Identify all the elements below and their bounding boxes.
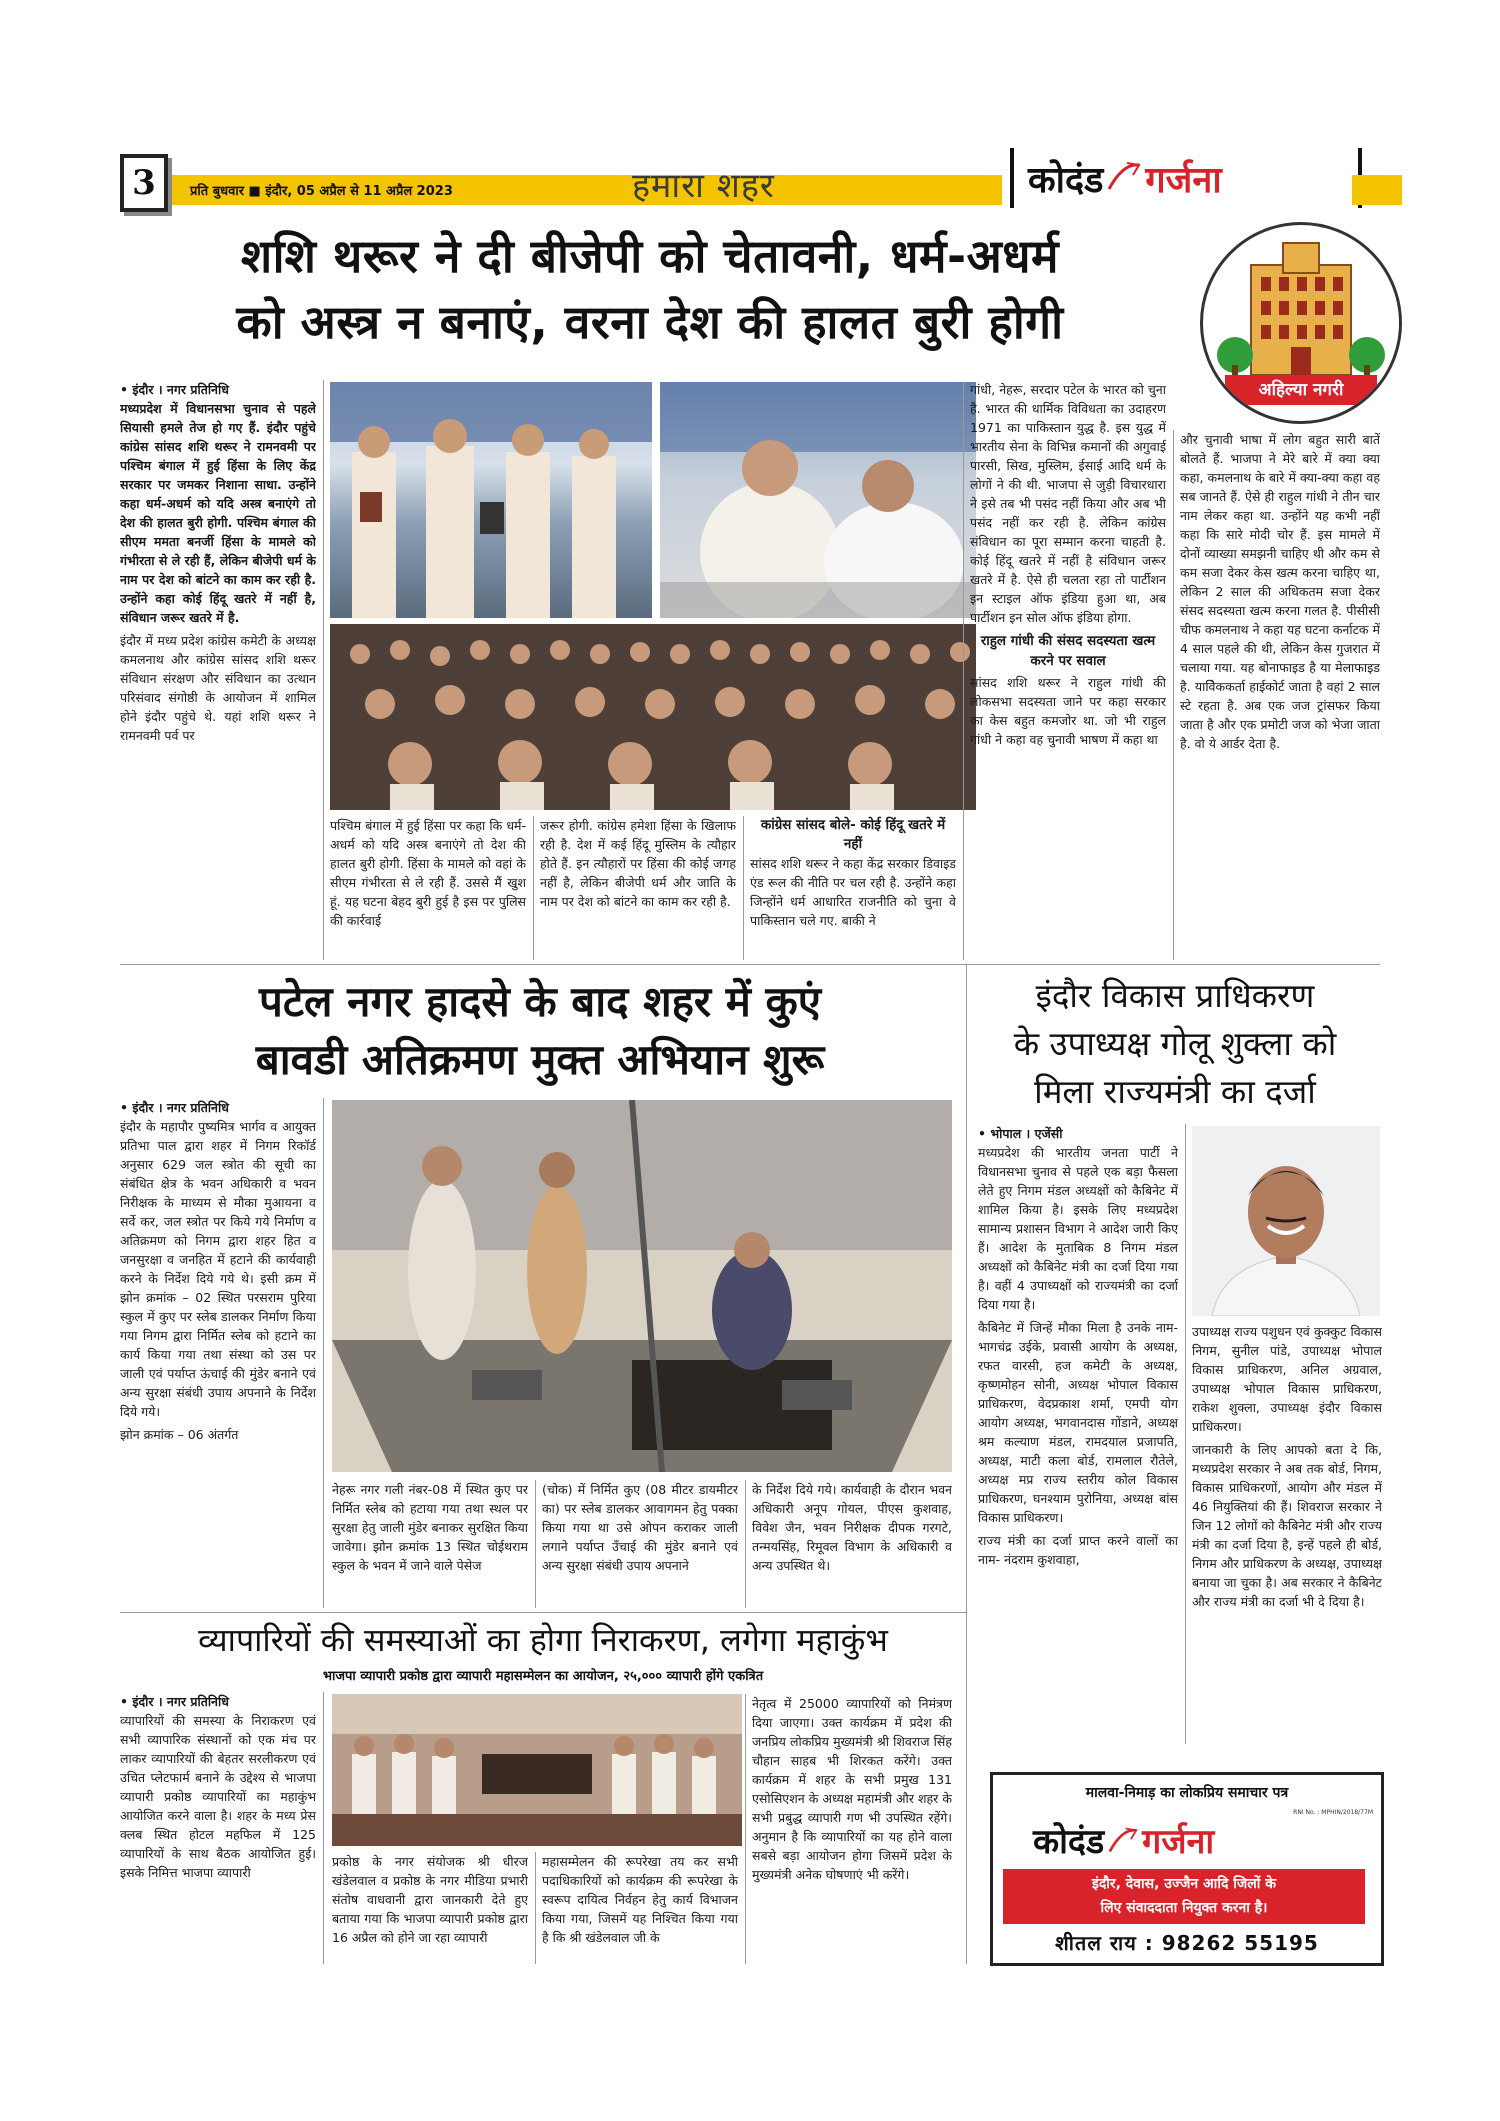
story3-byline: • भोपाल । एजेंसी: [978, 1126, 1063, 1141]
story1-column-2: पश्चिम बंगाल में हुई हिंसा पर कहा कि धर्म-अधर्म को यदि अस्त्र बनाएंगे तो देश की हालत बुरी होगी. हिंसा के मामले को वहां के सीएम गंभीरता से ले रही हैं. उससे मैं खुश हूं. यह घटना बेहद बुरी हुई है इस पर पुलिस की कार्रवाई: [330, 818, 526, 928]
story3-headline-line2: के उपाध्यक्ष गोलू शुक्ला को: [1013, 1024, 1337, 1063]
story3-headline-line3: मिला राज्यमंत्री का दर्जा: [1034, 1072, 1316, 1111]
story1-headline-line1: शशि थरूर ने दी बीजेपी को चेतावनी, धर्म-अधर्म: [240, 229, 1060, 283]
story1-byline: • इंदौर । नगर प्रतिनिधि: [120, 382, 229, 397]
brand-left: कोदंड: [1028, 159, 1104, 201]
story1-photo-audience: [330, 624, 976, 810]
story2-column-4: के निर्देश दिये गये। कार्यवाही के दौरान भवन अधिकारी अनूप गोयल, पीएस कुशवाह, विवेश जैन, भवन निरीक्षक दीपक गरगटे, तन्मयसिंह, रिमूवल विभाग के अधिकारी व अन्य उपस्थित थे।: [752, 1482, 952, 1573]
story2-column-1: • इंदौर । नगर प्रतिनिधि इंदौर के महापौर पुष्यमित्र भार्गव व आयुक्त प्रतिभा पाल द्वारा शहर में निगम रिकॉर्ड अनुसार 629 जल स्त्रोत की सूची का संबंधित क्षेत्र के भवन अधिकारी व भवन निरीक्षक के माध्यम से मौका मुआयना व सर्वे कर, जल स्त्रोत पर किये गये निर्माण व अतिक्रमण को निगम द्वारा शहर हित व जनसुरक्षा व जनहित में हटाने की कार्यवाही करने के निर्देश दिये गये थे। इसी क्रम में झोन क्रमांक – 02 स्थित परसराम पुरिया स्कुल में कुए पर स्लेब डालकर निर्माण किया गया निगम द्वारा निर्मित स्लेब को हटाने का कार्य किया गया तथा संस्था को उस पर जाली एवं पर्याप्त ऊंचाई की मुंडेर बनाने एवं अन्य सुरक्षा संबंधी उपाय अपनाने के निर्देश दिये गये। झोन क्रमांक – 06 अंतर्गत: [120, 1100, 316, 1442]
story1-headline-line2: को अस्त्र न बनाएं, वरना देश की हालत बुरी होगी: [236, 295, 1064, 349]
ad-tagline: मालवा-निमाड़ का लोकप्रिय समाचार पत्र: [1085, 1785, 1289, 1801]
ad-logo: कोदंड गर्जना: [1033, 1822, 1215, 1862]
story3-headline: [970, 972, 1380, 1116]
story2-byline: • इंदौर । नगर प्रतिनिधि: [120, 1100, 229, 1115]
story4-column-2: प्रकोष्ठ के नगर संयोजक श्री धीरज खंडेलवाल व प्रकोष्ठ के नगर मीडिया प्रभारी संतोष वाधवानी द्वारा जानकारी देते हुए बताया गया कि भाजपा व्यापारी प्रकोष्ठ द्वारा 16 अप्रैल को होने जा रहा व्यापारी: [332, 1854, 528, 1945]
advertisement-box: [990, 1772, 1384, 1966]
story1-column-6: और चुनावी भाषा में लोग बहुत सारी बातें बोलते हैं. भाजपा ने मेरे बारे में क्या क्या कहा, कमलनाथ के बारे में क्या-क्या कहा वह सब जानते हैं. ऐसे ही राहुल गांधी ने तीन चार नाम लेकर कहा था. उन्होंने यह कभी नहीं कहा कि सारे मोदी चोर हैं. इस मामले में दोनों व्याख्या समझनी चाहिए थी और कम से कम सजा देकर केस खत्म करना चाहिए था, लेकिन 2 साल की अधिकतम सजा देकर संसद सदस्यता खत्म करना गलत है. पीसीसी चीफ कमलनाथ ने कहा यह घटना कर्नाटक में 4 साल पहले की थी, लेकिन केस गुजरात में चलाया गया. यह बोनाफाइड है या मेलाफाइड है. यावेिककर्ता हाईकोर्ट जाता है वहां 2 साल स्टे रहता है. अब एक जज ट्रांसफर किया जाता है और एक प्रमोटी जज को भेजा जाता है. वो ये आर्डर देता है.: [1180, 432, 1380, 751]
story4-headline: व्यापारियों की समस्याओं का होगा निराकरण, लगेगा महाकुंभ: [198, 1621, 888, 1659]
story2-headline-line2: बावडी अतिक्रमण मुक्त अभियान शुरू: [255, 1035, 825, 1084]
header-bar: [172, 166, 1002, 206]
bow-icon: [1107, 161, 1141, 195]
ad-notice: इंदौर, देवास, उज्जैन आदि जिलों के लिए संवाददाता नियुक्त करना है।: [1003, 1869, 1365, 1924]
city-badge-label: अहिल्या नगरी: [1225, 375, 1377, 405]
page-number: 3: [132, 163, 156, 203]
story3-headline-line1: इंदौर विकास प्राधिकरण: [1035, 976, 1315, 1015]
city-badge: [1200, 222, 1402, 424]
story3-portrait-photo: [1192, 1126, 1380, 1316]
story4-photo-meeting: [332, 1694, 742, 1846]
story3-column-2: उपाध्यक्ष राज्य पशुधन एवं कुक्कुट विकास निगम, सुनील पांडे, उपाध्यक्ष भोपाल विकास प्राधिकरण, अनिल अग्रवाल, उपाध्यक्ष भोपाल विकास प्राधिकरण, राकेश शुक्ला, उपाध्यक्ष इंदौर विकास प्राधिकरण। जानकारी के लिए आपको बता दे कि, मध्यप्रदेश सरकार ने अब तक बोर्ड, निगम, विकास प्राधिकरणों, आयोग और मंडल में 46 नियुक्तियां की हैं। शिवराज सरकार ने जिन 12 लोगों को कैबिनेट मंत्री और राज्य मंत्री का दर्जा दिया है, इन्हें पहले ही बोर्ड, निगम और प्राधिकरण के अध्यक्ष, उपाध्यक्ष बनाया जा चुका है। अब सरकार ने कैबिनेट और राज्य मंत्री का दर्जा भी दे दिया है।: [1192, 1324, 1382, 1609]
bow-icon: [1108, 1826, 1138, 1854]
story1-column-4: कांग्रेस सांसद बोले- कोई हिंदू खतरे में नहीं सांसद शशि थरूर ने कहा केंद्र सरकार डिवाइड एंड रूल की नीति पर चल रही है. उन्होंने कहा जिन्होंने धर्म आधारित राजनीति को चुना वे पाकिस्तान चले गए. बाकी ने: [750, 817, 956, 928]
story1-lead: मध्यप्रदेश में विधानसभा चुनाव से पहले सियासी हमले तेज हो गए हैं. इंदौर पहुंचे कांग्रेस सांसद शशि थरूर ने रामनवमी पर पश्चिम बंगाल में हुई हिंसा के लिए केंद्र सरकार पर जमकर निशाना साधा. उन्होंने कहा धर्म-अधर्म को यदि अस्त्र बनाएंगे तो देश की हालत बुरी होगी. पश्चिम बंगाल की सीएम ममता बनर्जी हिंसा के मामले को गंभीरता से ले रही हैं, लेकिन बीजेपी धर्म के नाम पर देश को बांटने का काम कर रही है. उन्होंने कहा कोई हिंदू खतरे में नहीं है, संविधान जरूर खतरे में है.: [120, 401, 316, 625]
story1-subhead-a: कांग्रेस सांसद बोले- कोई हिंदू खतरे में नहीं: [760, 817, 946, 852]
story4-subhead: भाजपा व्यापारी प्रकोष्ठ द्वारा व्यापारी महासम्मेलन का आयोजन, २५,००० व्यापारी होंगे एकत्रित: [322, 1669, 764, 1684]
story2-photo-well-demolition: [332, 1100, 952, 1472]
dateline: प्रति बुधवार ■ इंदौर, 05 अप्रैल से 11 अप्रैल 2023: [190, 184, 453, 199]
story2-headline-line1: पटेल नगर हादसे के बाद शहर में कुएं: [259, 977, 821, 1026]
story1-photo-stage: [660, 382, 976, 618]
header-right-bar: [1352, 175, 1402, 205]
story3-column-1: • भोपाल । एजेंसी मध्यप्रदेश की भारतीय जनता पार्टी ने विधानसभा चुनाव से पहले एक बड़ा फैसला लेते हुए निगम मंडल अध्यक्षों को कैबिनेट में शामिल किया है। इसके लिए मध्यप्रदेश सामान्य प्रशासन विभाग ने आदेश जारी किए हैं। आदेश के मुताबिक 8 निगम मंडल अध्यक्षों को कैबिनेट मंत्री का दर्जा दिया गया है। वहीं 4 उपाध्यक्षों को राज्यमंत्री का दर्जा दिया गया है। कैबिनेट में जिन्हें मौका मिला है उनके नाम- भागचंद्र उईके, प्रवासी आयोग के अध्यक्ष, रफत वारसी, हज कमेटी के अध्यक्ष, कृष्णमोहन सोनी, अध्यक्ष भोपाल विकास प्राधिकरण, वेदप्रकाश शर्मा, एमपी योग आयोग अध्यक्ष, भगवानदास गोंडाने, अध्यक्ष श्रम कल्याण मंडल, रामदयाल प्रजापति, अध्यक्ष, माटी कला बोर्ड, रामलाल रौतेले, अध्यक्ष मप्र राज्य स्तरीय कोल विकास प्राधिकरण, घनश्याम पुरोनिया, अध्यक्ष बांस विकास प्राधिकरण। राज्य मंत्री का दर्जा प्राप्त करने वालों का नाम- नंदराम कुशवाहा,: [978, 1126, 1178, 1567]
story1-photo-leaders-book: [330, 382, 652, 618]
brand-right: गर्जना: [1145, 159, 1222, 201]
story1-column-3: जरूर होगी. कांग्रेस हमेशा हिंसा के खिलाफ रही है. देश में कई हिंदू मुस्लिम के त्यौहार होते हैं. इन त्यौहारों पर हिंसा की कोई जगह नहीं है, लेकिन बीजेपी धर्म और जाति के नाम पर देश को बांटने का काम कर रही है.: [540, 818, 736, 909]
story4-column-1: • इंदौर । नगर प्रतिनिधि व्यापारियों की समस्या के निराकरण एवं सभी व्यापारिक संस्थानों को एक मंच पर लाकर व्यापारियों की बेहतर सरलीकरण एवं उचित प्लेटफार्म बनाने के उद्देश्य से भाजपा व्यापारी प्रकोष्ठ व्यापारियों का महाकुंभ आयोजित करने वाला है। शहर के मध्य प्रेस क्लब स्थित होटल महफिल में 125 व्यापारियों के साथ बैठक आयोजित हुई। इसके निमित्त भाजपा व्यापारी: [120, 1694, 316, 1880]
ad-contact: शीतल राय : 98262 55195: [1055, 1931, 1319, 1955]
story4-column-4: नेतृत्व में 25000 व्यापारियों को निमंत्रण दिया जाएगा। उक्त कार्यक्रम में प्रदेश की जनप्रिय लोकप्रिय मुख्यमंत्री श्री शिवराज सिंह चौहान साहब भी शिरकत करेंगे। उक्त कार्यक्रम में शहर के सभी प्रमुख 131 एसोसिएशन के अध्यक्ष महामंत्री और शहर के सभी प्रबुद्ध व्यापारी गण भी उपस्थित रहेंगे। अनुमान है कि व्यापारियों का यह होने वाला सबसे बड़ा आयोजन होगा जिसमें प्रदेश के मुख्यमंत्री अनेक घोषणाएं भी करेंगे।: [752, 1696, 952, 1882]
story1-column-1: [120, 380, 316, 960]
story1-column-5: गांधी, नेहरू, सरदार पटेल के भारत को चुना है. भारत की धार्मिक विविधता का उदाहरण 1971 का पाकिस्तान युद्ध है. इस युद्ध में भारतीय सेना के विभिन्न कमानों की अगुवाई पारसी, सिख, मुस्लिम, ईसाई आदि धर्म के लोगों ने की थी. भाजपा से जुड़ी विचारधारा ने इसे तब भी पसंद नहीं किया और अब भी पसंद नहीं कर रही है. लेकिन कांग्रेस संविधान का पूरा सम्मान करना चाहती है. कोई हिंदू खतरे में नहीं है संविधान जरूर खतरे में है. ऐसे ही चलता रहा तो पार्टीशन इन स्टाइल ऑफ इंडिया हुआ था, अब पार्टीशन इन सोल ऑफ इंडिया होगा. राहुल गांधी की संसद सदस्यता खत्म करने पर सवाल सांसद शशि थरूर ने राहुल गांधी की लोकसभा सदस्यता जाने पर कहा सरकार का केस बहुत कमजोर था. जो भी राहुल गांधी ने कहा वह चुनावी भाषण में कहा था: [970, 382, 1166, 747]
story4-column-3: महासम्मेलन की रूपरेखा तय कर सभी पदाधिकारियों को कार्यक्रम की रूपरेखा के स्वरूप दायित्व निर्वहन हेतु कार्य विभाजन किया गया, जिसमें यह निश्चित किया गया है कि श्री खंडेलवाल जी के: [542, 1854, 738, 1945]
ad-reg-no: RNI No. : MPHIN/2018/77M: [1293, 1809, 1373, 1816]
page-number-box: [120, 154, 168, 212]
story2-column-2: नेहरू नगर गली नंबर-08 में स्थित कुए पर निर्मित स्लेब को हटाया गया तथा स्थल पर सुरक्षा हेतु जाली मुंडेर बनाकर सुरक्षित किया जावेगा। झोन क्रमांक 13 स्थित चोईथराम स्कुल के भवन में जाने वाले पेसेज: [332, 1482, 528, 1573]
story4-byline: • इंदौर । नगर प्रतिनिधि: [120, 1694, 229, 1709]
story1-subhead-b: राहुल गांधी की संसद सदस्यता खत्म करने पर सवाल: [980, 633, 1156, 669]
story2-column-3: (चोक) में निर्मित कुए (08 मीटर डायमीटर का) पर स्लेब डालकर आवागमन हेतु पक्का किया गया था उसे ओपन कराकर जाली लगाने पर्याप्त उँचाई की मुंडेर बनाने एवं अन्य सुरक्षा संबंधी उपाय अपनाने: [542, 1482, 738, 1573]
story1-col1-tail: इंदौर में मध्य प्रदेश कांग्रेस कमेटी के अध्यक्ष कमलनाथ और कांग्रेस सांसद शशि थरूर संविधान संरक्षण और संविधान का उत्थान परिसंवाद संगोष्ठी के आयोजन में शामिल होने इंदौर पहुंचे थे. यहां शशि थरूर ने रामनवमी पर्व पर: [120, 633, 316, 743]
section-title: हमारा शहर: [632, 166, 775, 206]
masthead-logo: [1010, 148, 1362, 208]
